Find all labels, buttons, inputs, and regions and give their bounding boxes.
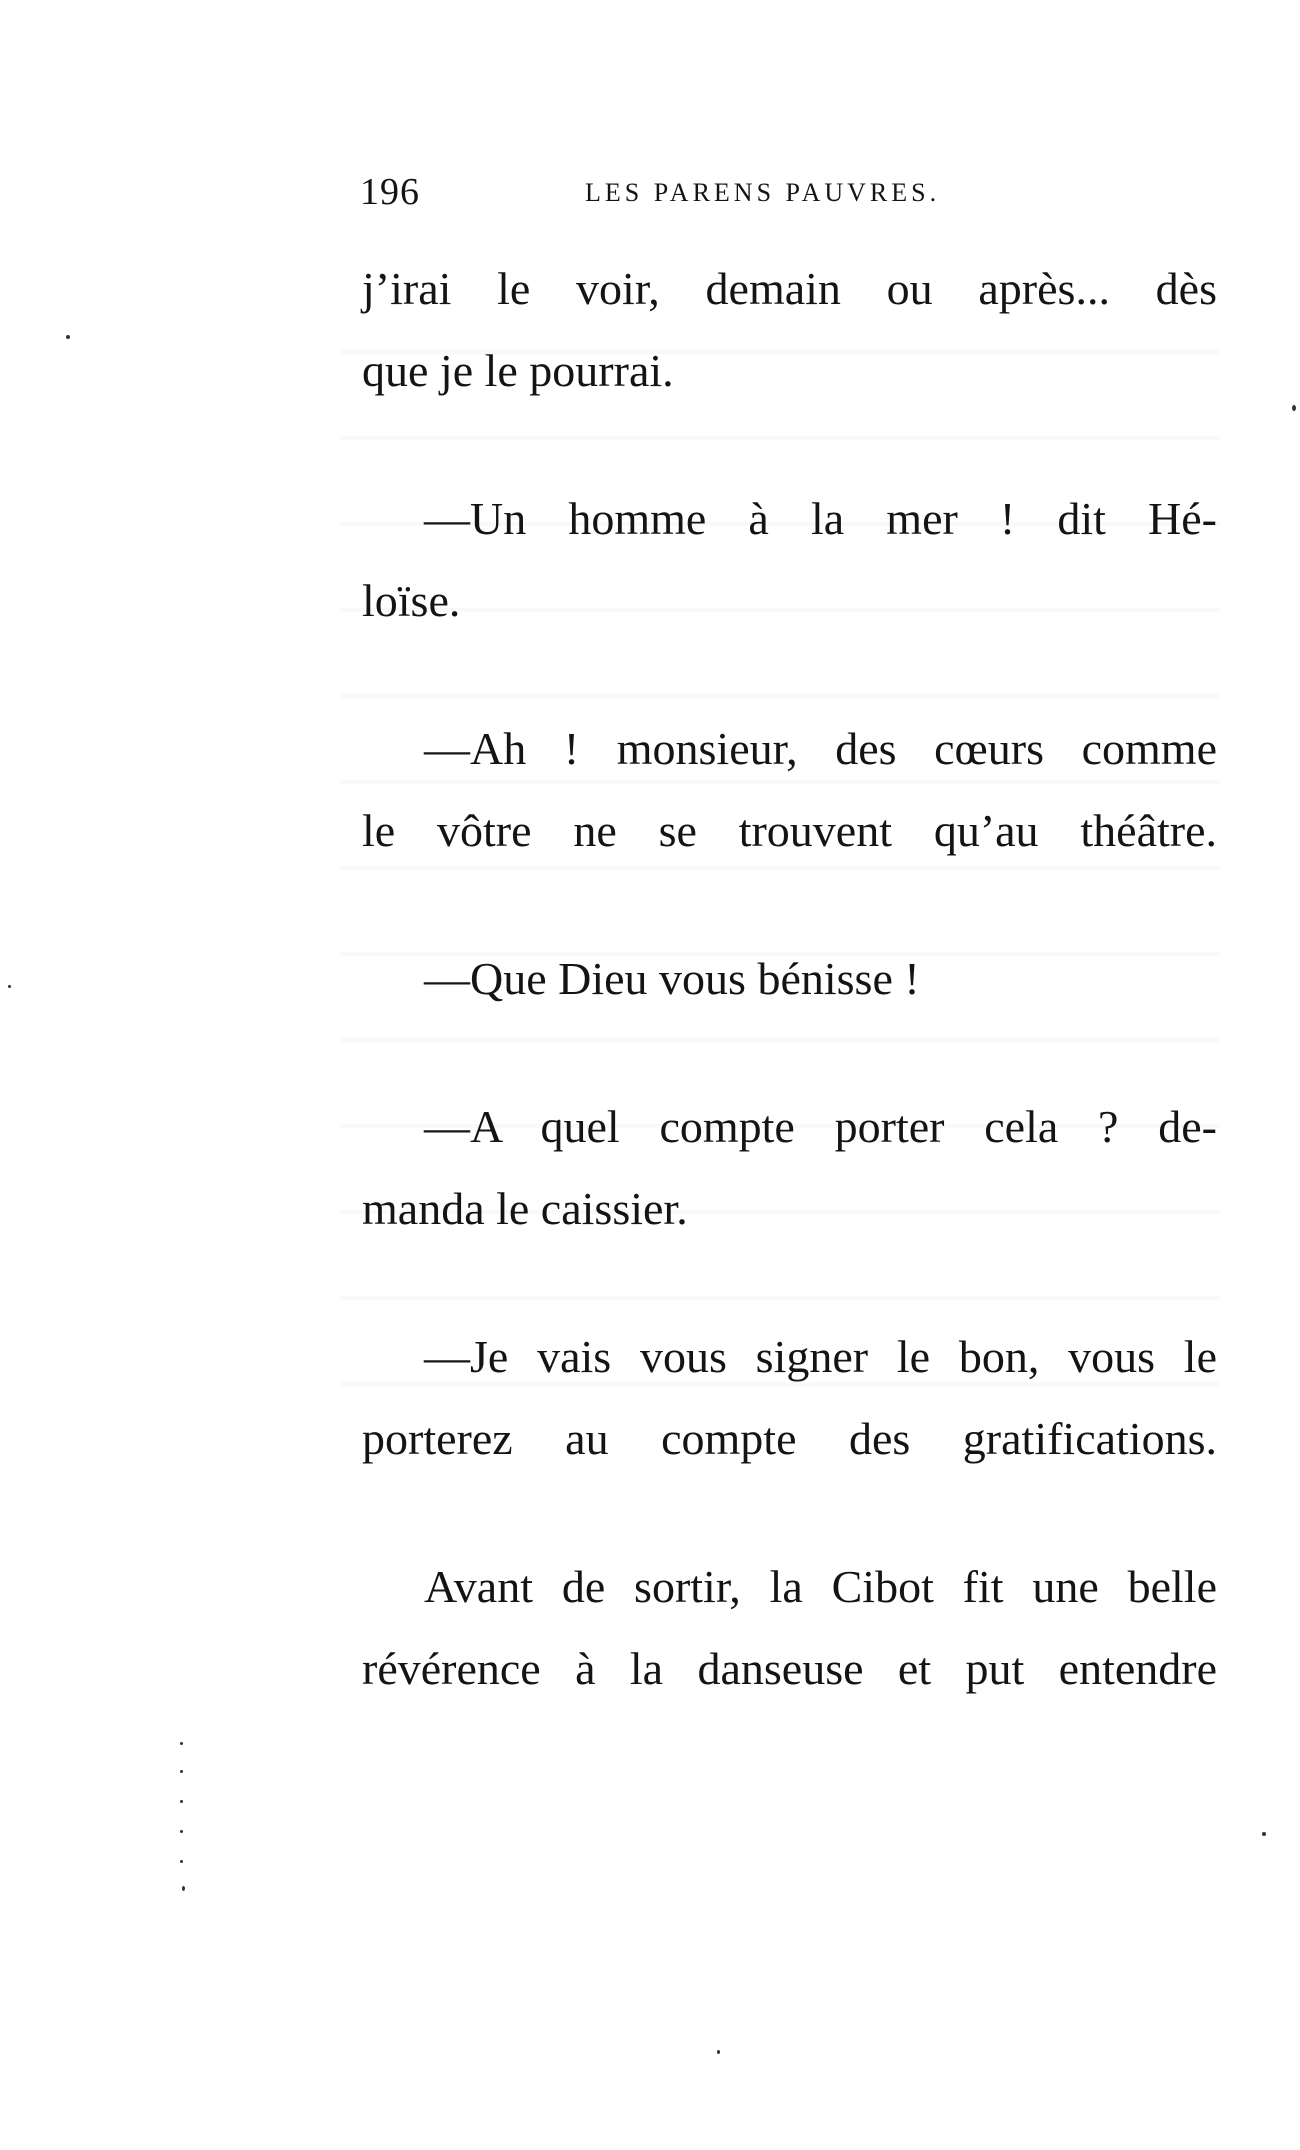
scan-speck [180, 1770, 183, 1773]
page-body [362, 248, 1217, 1710]
scan-speck [1262, 1832, 1266, 1836]
text-line: révérence à la danseuse et put entendre [362, 1643, 1217, 1694]
text-line: —Un homme à la mer ! dit Hé- [424, 493, 1217, 544]
running-title: LES PARENS PAUVRES. [585, 178, 941, 207]
text-line: —Que Dieu vous bénisse ! [424, 953, 920, 1004]
page-number: 196 [360, 171, 420, 213]
text-line: —Je vais vous signer le bon, vous le [424, 1331, 1217, 1382]
scan-speck [180, 1860, 183, 1863]
scan-speck [180, 1742, 183, 1745]
scan-speck [66, 335, 70, 339]
text-line: j’irai le voir, demain ou après... dès [362, 263, 1217, 314]
text-line: Avant de sortir, la Cibot fit une belle [424, 1561, 1217, 1612]
text-line: porterez au compte des gratifications. [362, 1413, 1217, 1464]
scan-speck [1292, 405, 1296, 411]
page-header [360, 170, 1210, 220]
scan-speck [8, 985, 11, 988]
text-line: le vôtre ne se trouvent qu’au théâtre. [362, 805, 1217, 856]
text-line: —A quel compte porter cela ? de- [424, 1101, 1217, 1152]
text-line: que je le pourrai. [362, 345, 674, 396]
scan-speck [717, 2050, 720, 2054]
scan-speck [180, 1830, 183, 1833]
text-line: manda le caissier. [362, 1183, 688, 1234]
text-line: —Ah ! monsieur, des cœurs comme [424, 723, 1217, 774]
scan-speck [182, 1886, 185, 1891]
text-line: loïse. [362, 575, 461, 626]
scan-speck [180, 1800, 183, 1803]
